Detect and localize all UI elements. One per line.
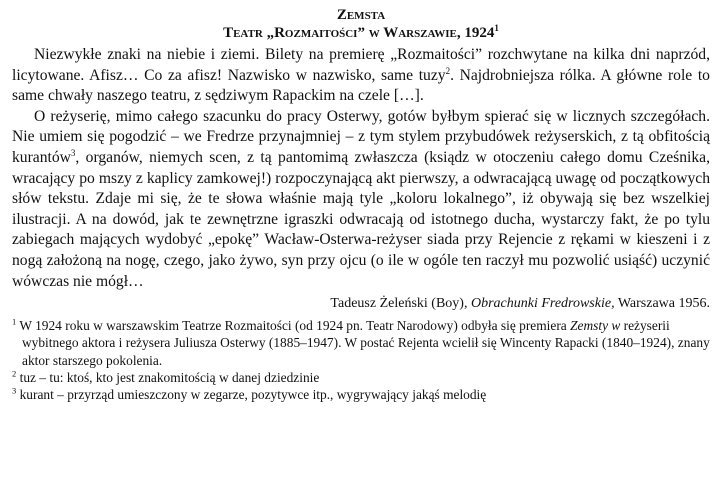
footnote-1-text-a: W 1924 roku w warszawskim Teatrze Rozmaitości (od 1924 pn. Teatr Narodowy) odbyła się premiera bbox=[16, 318, 571, 334]
footnote-2-text: tuz – tu: ktoś, kto jest znakomitością w danej dziedzinie bbox=[16, 369, 320, 385]
footnote-1-italic: Zemsty w bbox=[570, 318, 621, 334]
footnote-1-number: 1 bbox=[12, 316, 17, 327]
paragraph-2 bbox=[12, 107, 710, 292]
paragraph-2-text-b: , organów, niemych scen, z tą pantomimą zwłaszcza (ksiądz w otoczeniu całego domu Cześnika, wracający po mszy z kaplicy zamkowej!) rozpoczynającą akt pierwszy, a odwracającą uwagę od początkowych słów tekstu. Zdaje mi się, że te słowa właśnie mają tyle „koloru lokalnego”, iż obywają się bez wszelkiej ilustracji. A na dowód, jak te zewnętrzne igraszki odwracają od istotnego ducha, wystarczy fakt, że po tylu zabiegach mających wydobyć „epokę” Wacław-Osterwa-reżyser siada przy Rejencie z rękami w kieszeni i z nogą założoną na nogę, czego, jako żywo, syn przy ojcu (o ile w ogóle ten raczył mu pozwolić usiąść) uczynić wówczas nie mógł… bbox=[12, 148, 710, 290]
footnote-3-number: 3 bbox=[12, 385, 17, 396]
footnote-3 bbox=[12, 386, 710, 403]
document-page bbox=[12, 6, 710, 403]
footnote-ref-2: 2 bbox=[445, 65, 451, 76]
footnotes bbox=[12, 317, 710, 403]
title-line-2-text: Teatr „Rozmaitości” w Warszawie, 1924 bbox=[223, 25, 495, 41]
footnote-ref-1: 1 bbox=[494, 23, 499, 33]
footnote-1-text-b: reżyserii wybitnego aktora i reżysera Juliusza Osterwy (1885–1947). W postać Rejenta wcielił się Wincenty Rapacki (1840–1924), znany aktor starszego pokolenia. bbox=[22, 318, 710, 368]
document-title bbox=[12, 6, 710, 42]
attribution-work: Obrachunki Fredrowskie, bbox=[470, 296, 615, 312]
footnote-2 bbox=[12, 369, 710, 386]
article-body bbox=[12, 45, 710, 292]
attribution-place-year: Warszawa 1956. bbox=[614, 296, 710, 312]
title-line-2 bbox=[12, 24, 710, 42]
footnote-2-number: 2 bbox=[12, 368, 17, 379]
footnote-1 bbox=[12, 317, 710, 369]
source-attribution bbox=[12, 295, 710, 313]
paragraph-1-text-a: Niezwykłe znaki na niebie i ziemi. Bilety na premierę „Rozmaitości” rozchwytane na kilka dni naprzód, licytowane. Afisz… Co za afisz! Nazwisko w nazwisko, same tuzy bbox=[12, 46, 710, 84]
paragraph-1-text-b: . Najdrobniejsza rólka. A główne role to same chwały naszego teatru, z sędziwym Rapackim na czele […]. bbox=[12, 66, 710, 105]
footnote-ref-3: 3 bbox=[70, 147, 76, 158]
attribution-author: Tadeusz Żeleński (Boy), bbox=[330, 296, 471, 312]
paragraph-1 bbox=[12, 45, 710, 107]
title-line-1: Zemsta bbox=[336, 7, 386, 23]
footnote-3-text: kurant – przyrząd umieszczony w zegarze, pozytywce itp., wygrywający jakąś melodię bbox=[16, 386, 487, 402]
paragraph-2-text-a: O reżyserię, mimo całego szacunku do pracy Osterwy, gotów byłbym spierać się w licznych szczegółach. Nie umiem się pogodzić – we Fredrze przynajmniej – z tym stylem przybudówek reżyserskich, z tą obfitością kurantów bbox=[12, 107, 710, 166]
